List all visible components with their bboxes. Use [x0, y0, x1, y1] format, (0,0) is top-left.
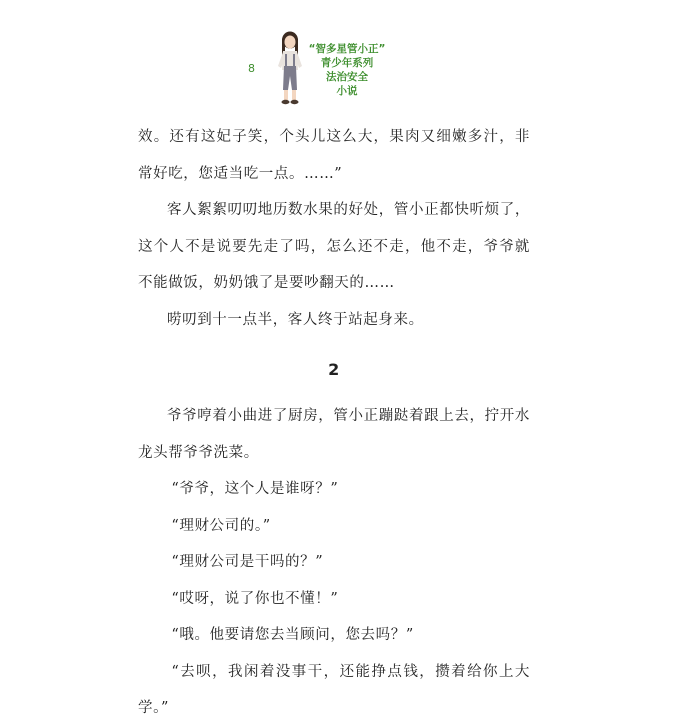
series-line: 法治安全 [326, 71, 368, 83]
paragraph: 效。还有这妃子笑，个头儿这么大，果肉又细嫩多汁，非常好吃，您适当吃一点。……” [138, 129, 530, 182]
paragraph: 唠叨到十一点半，客人终于站起身来。 [167, 311, 424, 328]
dialogue-line: “理财公司的。” [171, 517, 271, 534]
series-line: 青少年系列 [320, 57, 374, 69]
paragraph: 客人絮絮叨叨地历数水果的好处，管小正都快听烦了，这个人不是说要先走了吗，怎么还不走，他不走，爷爷就不能做饭，奶奶饿了是要吵翻天的…… [138, 202, 530, 291]
series-title [302, 42, 392, 98]
dialogue-line: “哦。他要请您去当顾问，您去吗？” [171, 627, 414, 643]
dialogue-line: “去呗，我闲着没事干，还能挣点钱，攒着给你上大学。” [138, 663, 530, 716]
page-number: 8 [248, 62, 255, 75]
story-text [138, 119, 530, 727]
dialogue-line: “爷爷，这个人是谁呀？” [171, 481, 339, 497]
dialogue-line: “哎呀，说了你也不懂！” [171, 590, 339, 607]
series-line: 小说 [336, 85, 358, 97]
page-header [0, 0, 700, 110]
series-line: “智多星管小正” [308, 43, 386, 55]
paragraph: 爷爷哼着小曲进了厨房，管小正蹦跶着跟上去，拧开水龙头帮爷爷洗菜。 [138, 408, 530, 461]
section-number: 2 [328, 360, 340, 379]
dialogue-line: “理财公司是干吗的？” [171, 554, 324, 570]
